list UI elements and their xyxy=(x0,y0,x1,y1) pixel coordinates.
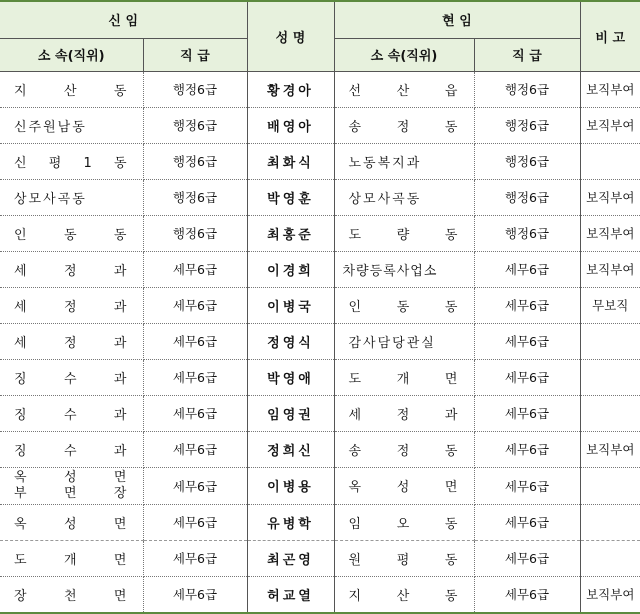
name-cell: 최홍준 xyxy=(247,215,334,251)
name-cell: 허교열 xyxy=(247,576,334,613)
table-row xyxy=(0,179,640,215)
new-grade-cell: 세무6급 xyxy=(143,359,247,395)
name-cell: 이경희 xyxy=(247,251,334,287)
note-cell: 무보직 xyxy=(580,287,640,323)
name-cell: 정희신 xyxy=(247,431,334,467)
header-cur-dept: 소 속(직위) xyxy=(334,38,474,71)
name-cell: 최화식 xyxy=(247,143,334,179)
note-cell: 보직부여 xyxy=(580,71,640,107)
new-grade-cell: 행정6급 xyxy=(143,143,247,179)
table-row xyxy=(0,251,640,287)
new-grade-cell: 행정6급 xyxy=(143,71,247,107)
table-row xyxy=(0,215,640,251)
cur-grade-cell: 행정6급 xyxy=(474,143,580,179)
header-new-dept: 소 속(직위) xyxy=(0,38,143,71)
cur-dept-cell: 지 산 동 xyxy=(348,588,460,604)
cur-dept-cell: 감사담당관실 xyxy=(348,335,436,351)
table-row xyxy=(0,143,640,179)
table-row xyxy=(0,467,640,504)
new-dept-cell: 장 천 면 xyxy=(14,588,129,604)
cur-dept-cell: 인 동 동 xyxy=(348,299,460,315)
cur-grade-cell: 세무6급 xyxy=(474,395,580,431)
cur-grade-cell: 세무6급 xyxy=(474,467,580,504)
new-dept-cell: 세 정 과 xyxy=(14,299,129,315)
cur-dept-cell: 송 정 동 xyxy=(348,119,460,135)
cur-dept-cell: 도 개 면 xyxy=(348,371,460,387)
note-cell: 보직부여 xyxy=(580,179,640,215)
new-dept-line2: 부 면 장 xyxy=(14,485,129,501)
name-cell: 이병국 xyxy=(247,287,334,323)
note-cell: 보직부여 xyxy=(580,215,640,251)
cur-grade-cell: 행정6급 xyxy=(474,71,580,107)
new-dept-cell: 징 수 과 xyxy=(14,371,129,387)
header-cur-grade: 직 급 xyxy=(474,38,580,71)
new-grade-cell: 행정6급 xyxy=(143,179,247,215)
note-cell xyxy=(580,540,640,576)
note-cell xyxy=(580,467,640,504)
note-cell xyxy=(580,359,640,395)
cur-dept-cell: 옥 성 면 xyxy=(348,480,460,495)
new-dept-cell: 세 정 과 xyxy=(14,263,129,279)
new-dept-cell: 상모사곡동 xyxy=(14,191,87,207)
note-cell: 보직부여 xyxy=(580,431,640,467)
cur-dept-cell: 선 산 읍 xyxy=(348,83,460,99)
new-grade-cell: 행정6급 xyxy=(143,107,247,143)
header-name: 성 명 xyxy=(247,1,334,71)
cur-grade-cell: 세무6급 xyxy=(474,431,580,467)
cur-dept-cell: 원 평 동 xyxy=(348,552,460,568)
new-dept-cell: 인 동 동 xyxy=(14,227,129,243)
name-cell: 최곤영 xyxy=(247,540,334,576)
cur-dept-cell: 도 량 동 xyxy=(348,227,460,243)
name-cell: 황경아 xyxy=(247,71,334,107)
cur-dept-cell: 차량등록사업소 xyxy=(342,263,438,279)
new-grade-cell: 세무6급 xyxy=(143,576,247,613)
table-row xyxy=(0,287,640,323)
new-grade-cell: 세무6급 xyxy=(143,467,247,504)
new-dept-cell: 징 수 과 xyxy=(14,407,129,423)
header-current-post: 현 임 xyxy=(334,1,580,38)
cur-grade-cell: 세무6급 xyxy=(474,540,580,576)
new-dept-cell: 징 수 과 xyxy=(14,443,129,459)
cur-grade-cell: 세무6급 xyxy=(474,287,580,323)
table-row xyxy=(0,71,640,107)
table-row xyxy=(0,540,640,576)
cur-grade-cell: 세무6급 xyxy=(474,251,580,287)
new-grade-cell: 세무6급 xyxy=(143,504,247,540)
cur-grade-cell: 행정6급 xyxy=(474,107,580,143)
cur-grade-cell: 행정6급 xyxy=(474,179,580,215)
cur-dept-cell: 송 정 동 xyxy=(348,443,460,459)
name-cell: 정영식 xyxy=(247,323,334,359)
cur-grade-cell: 세무6급 xyxy=(474,576,580,613)
table-row xyxy=(0,107,640,143)
note-cell xyxy=(580,395,640,431)
note-cell xyxy=(580,143,640,179)
table-row xyxy=(0,359,640,395)
cur-grade-cell: 행정6급 xyxy=(474,215,580,251)
header-new-grade: 직 급 xyxy=(143,38,247,71)
table-row xyxy=(0,431,640,467)
new-grade-cell: 행정6급 xyxy=(143,215,247,251)
cur-dept-cell: 노동복지과 xyxy=(348,155,422,171)
name-cell: 유병학 xyxy=(247,504,334,540)
name-cell: 박영애 xyxy=(247,359,334,395)
new-grade-cell: 세무6급 xyxy=(143,395,247,431)
note-cell xyxy=(580,323,640,359)
table-row xyxy=(0,323,640,359)
new-dept-cell: 도 개 면 xyxy=(14,552,129,568)
table-row xyxy=(0,504,640,540)
name-cell: 배영아 xyxy=(247,107,334,143)
new-dept-cell: 신주원남동 xyxy=(14,119,87,135)
new-dept-cell: 신 평 1 동 xyxy=(14,155,129,171)
table-row xyxy=(0,576,640,613)
new-dept-cell xyxy=(0,467,143,504)
cur-grade-cell: 세무6급 xyxy=(474,504,580,540)
new-dept-cell: 세 정 과 xyxy=(14,335,129,351)
header-note: 비 고 xyxy=(580,1,640,71)
new-dept-cell: 지 산 동 xyxy=(14,83,129,99)
new-grade-cell: 세무6급 xyxy=(143,540,247,576)
header-new-post: 신 임 xyxy=(0,1,247,38)
new-grade-cell: 세무6급 xyxy=(143,431,247,467)
new-dept-cell: 옥 성 면 xyxy=(14,516,129,532)
note-cell xyxy=(580,504,640,540)
name-cell: 이병용 xyxy=(247,467,334,504)
cur-grade-cell: 세무6급 xyxy=(474,323,580,359)
name-cell: 박영훈 xyxy=(247,179,334,215)
table-row xyxy=(0,395,640,431)
new-grade-cell: 세무6급 xyxy=(143,323,247,359)
new-dept-line1: 옥 성 면 xyxy=(14,469,129,485)
cur-grade-cell: 세무6급 xyxy=(474,359,580,395)
cur-dept-cell: 임 오 동 xyxy=(348,516,460,532)
note-cell: 보직부여 xyxy=(580,251,640,287)
cur-dept-cell: 세 정 과 xyxy=(348,407,460,423)
note-cell: 보직부여 xyxy=(580,576,640,613)
cur-dept-cell: 상모사곡동 xyxy=(348,191,422,207)
name-cell: 임영권 xyxy=(247,395,334,431)
new-grade-cell: 세무6급 xyxy=(143,287,247,323)
new-grade-cell: 세무6급 xyxy=(143,251,247,287)
note-cell: 보직부여 xyxy=(580,107,640,143)
